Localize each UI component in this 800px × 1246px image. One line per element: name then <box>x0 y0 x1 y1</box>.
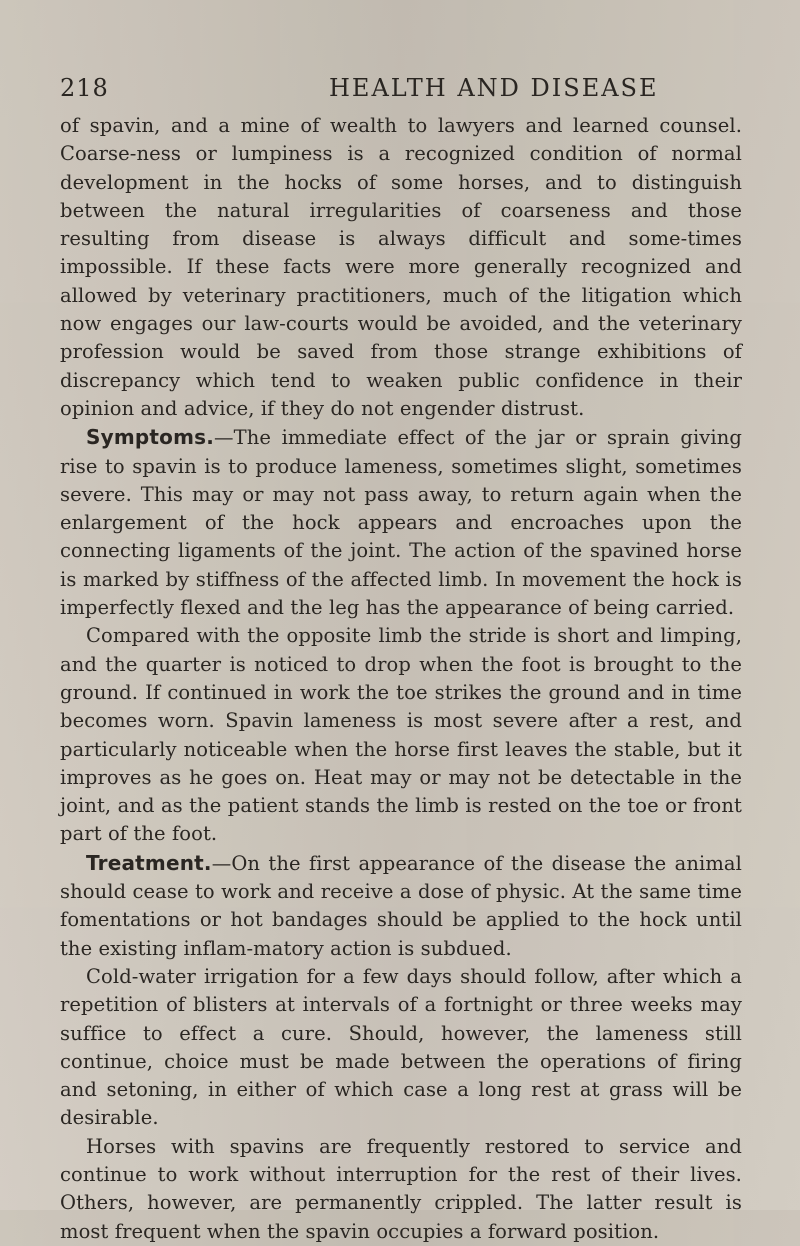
paragraph-text: of spavin, and a mine of wealth to lawyers and learned counsel. Coarse-ness or lumpiness is a recognized condition of normal development in the hocks of some horses, and to distinguish between the natural irregularities of coarseness and those resulting from disease is always difficult and some-times impossible. If these facts were more generally recognized and allowed by veterinary practitioners, much of the litigation which now engages our law-courts would be avoided, and the veterinary profession would be saved from those strange exhibitions of discrepancy which tend to weaken public confidence in their opinion and advice, if they do not engender distrust. <box>60 114 742 420</box>
paragraph-symptoms <box>60 423 742 622</box>
paragraph-spavin-litigation <box>60 112 742 423</box>
paragraph-stride <box>60 622 742 848</box>
running-head-title: HEALTH AND DISEASE <box>329 74 659 102</box>
running-head <box>60 74 740 104</box>
page-number: 218 <box>60 74 109 102</box>
paragraph-text: Horses with spavins are frequently restored to service and continue to work without interruption for the rest of their lives. Others, however, are permanently crippled. The latter result is most frequent when the spavin occupies a forward position. <box>60 1134 742 1243</box>
body-text <box>60 112 742 1246</box>
paragraph-text: —On the first appearance of the disease the animal should cease to work and receive a dose of physic. At the same time fomentations or hot bandages should be applied to the hock until the existing inflam-matory action is subdued. <box>60 851 742 960</box>
paragraph-text: —The immediate effect of the jar or sprain giving rise to spavin is to produce lameness, sometimes slight, sometimes severe. This may or may not pass away, to return again when the enlargement of the hock appears and encroaches upon the connecting ligaments of the joint. The action of the spavined horse is marked by stiffness of the affected limb. In movement the hock is imperfectly flexed and the leg has the appearance of being carried. <box>60 426 742 620</box>
section-heading-treatment: Treatment. <box>86 850 212 875</box>
paragraph-cold-water <box>60 963 742 1133</box>
paragraph-text: Compared with the opposite limb the stride is short and limping, and the quarter is noticed to drop when the foot is brought to the ground. If continued in work the toe strikes the ground and in time becomes worn. Spavin lameness is most severe after a rest, and particularly noticeable when the horse first leaves the stable, but it improves as he goes on. Heat may or may not be detectable in the joint, and as the patient stands the limb is rested on the toe or front part of the foot. <box>60 624 742 846</box>
paragraph-treatment <box>60 849 742 963</box>
paragraph-outcome <box>60 1133 742 1246</box>
section-heading-symptoms: Symptoms. <box>86 425 215 450</box>
paragraph-text: Cold-water irrigation for a few days should follow, after which a repetition of blisters at intervals of a fortnight or three weeks may suffice to effect a cure. Should, however, the lameness still continue, choice must be made between the operations of firing and setoning, in either of which case a long rest at grass will be desirable. <box>60 964 742 1130</box>
